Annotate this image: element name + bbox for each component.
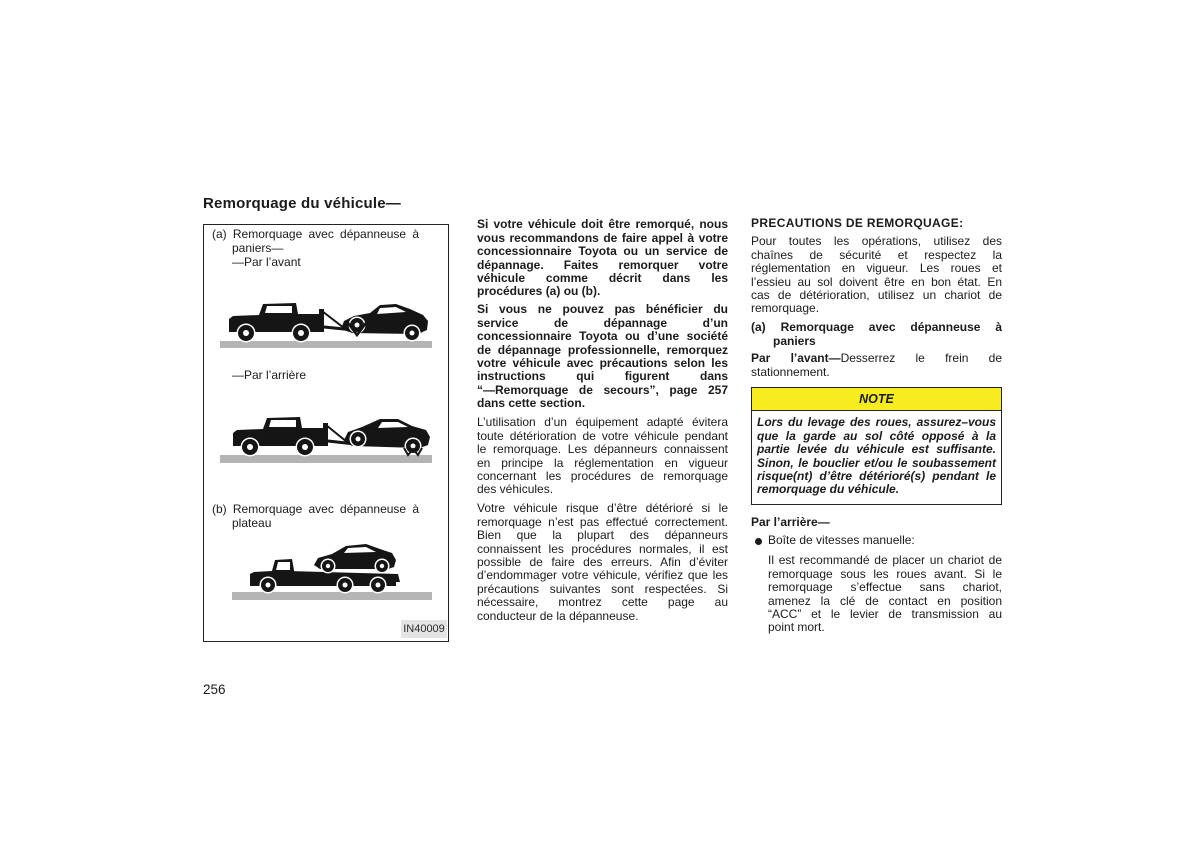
rear-tow-illustration [220,410,432,463]
text-line: Pour toutes les opérations, utilisez des [751,234,1002,249]
towing-figure [203,224,449,642]
text-line: Sinon, le bouclier et/ou le soubassement [757,455,996,470]
text-line: procédures (a) ou (b). [477,284,601,299]
rear-tow-heading: Par l’arrière— [751,515,830,530]
text-line: toute détérioration de votre véhicule pendant [477,428,728,443]
front-tow-illustration [220,296,432,349]
text-line: risque(nt) d’être détérioré(s) pendant le [757,468,996,483]
figure-code: IN40009 [401,620,447,638]
text-line: concernant les procédures de remorquage [477,468,728,483]
text-line: Votre véhicule risque d’être détérioré si le [477,501,728,516]
text-line: point mort. [768,620,825,635]
figure-caption-line: (b) Remorquage avec dépanneuse à [212,502,419,517]
carried-car [314,544,396,574]
text-line: votre véhicule avec précautions selon les [477,355,728,370]
tow-truck [229,303,324,343]
bullet-icon [755,538,762,545]
bullet-item-body [768,554,1002,634]
towed-car [344,419,430,455]
text-line: Lors du levage des roues, assurez–vous [757,415,996,430]
text-line: le remorquage. Les dépanneurs connaissent [477,442,728,457]
text-line: des véhicules. [477,482,554,497]
text-line: paniers [773,333,816,348]
text-line: véhicule comme décrit dans les [477,270,728,285]
text-line: remorquage n’est pas effectué correctement. [477,514,728,529]
text-line: Il est recommandé de placer un chariot de [768,553,1002,568]
text-line: en principe la réglementation en vigueur [477,455,728,470]
text-line: amenez la clé de contact en position [768,593,1002,608]
road [220,341,432,348]
text-line: remorquage du véhicule. [757,482,900,497]
text-line: nécessaire, montrez cette page au [477,595,728,610]
text-line: possible de faire des erreurs. Afin d’éviter [477,554,728,569]
page-number: 256 [203,682,226,697]
text-line: chaînes de sécurité et respectez la [751,247,1002,262]
paragraph-recommendation [477,218,728,298]
figure-caption-line: (a) Remorquage avec dépanneuse à [212,227,419,242]
text-line: Si votre véhicule doit être remorqué, nous [477,217,728,232]
precautions-heading: PRECAUTIONS DE REMORQUAGE: [751,216,964,231]
text-line: précautions suivantes sont respectées. Si [477,581,728,596]
text-line: (a) Remorquage avec dépanneuse à [751,320,1002,335]
text-line: instructions qui figurent dans [477,369,728,384]
tow-truck [233,417,328,457]
text-segment: Desserrez le frein de [840,351,1002,366]
text-line: service de dépannage d’un [477,315,728,330]
text-line: dépannage. Faites remorquer votre [477,257,728,272]
text-line: Si vous ne pouvez pas bénéficier du [477,302,728,317]
text-line: dans cette section. [477,396,586,411]
note-body [752,411,1001,497]
text-line: stationnement. [751,364,830,379]
text-line: de dépannage professionnelle, remorquez [477,342,728,357]
figure-a-front-caption: —Par l’avant [232,255,301,270]
text-line: “—Remorquage de secours”, page 257 [477,382,728,397]
text-line: concessionnaire Toyota ou un service de [477,244,728,259]
note-box [751,387,1002,505]
text-line: L’utilisation d’un équipement adapté évitera [477,415,728,430]
paragraph-precautions [751,235,1002,315]
front-tow-label: Par l’avant— [751,351,841,366]
figure-caption-line: plateau [232,515,272,530]
text-line: vous recommandons de faire appel à votre [477,230,728,245]
text-line: réglementation en vigueur. Les roues et [751,261,1002,276]
text-line: remorquage. [751,301,820,316]
text-line: remorquage sous les roues avant. Si le [768,566,1002,581]
note-header: NOTE [752,388,1001,411]
text-line: connaissent les procédures normales, il est [477,541,728,556]
towed-car [341,304,428,342]
bullet-item-label: Boîte de vitesses manuelle: [768,533,915,548]
text-line: partie levée du véhicule est suffisante. [757,442,996,457]
text-line: “ACC” et le levier de transmission au [768,606,1002,621]
figure-a-rear-caption: —Par l’arrière [232,368,307,383]
text-line: Bien que la plupart des dépanneurs [477,528,728,543]
text-line: que la garde au sol côté opposé à la [757,428,996,443]
paragraph-risk [477,502,728,623]
front-tow-instruction [751,352,1002,379]
text-line: d’endommager votre véhicule, vérifiez que les [477,568,728,583]
text-line: conducteur de la dépanneuse. [477,608,639,623]
flatbed-tow-illustration [228,540,432,601]
road [232,592,432,600]
figure-a-heading [212,228,419,255]
text-line [751,352,1002,365]
figure-b-heading [212,503,419,530]
subheading-a [751,321,1002,348]
paragraph-equipment [477,416,728,496]
text-line: l’essieu au sol doivent être en bon état. En [751,274,1002,289]
text-line: remorquage s’effectue sans chariot, [768,580,1002,595]
text-line: concessionnaire Toyota ou d’une société [477,329,728,344]
text-line: cas de détérioration, utilisez un chariot de [751,287,1002,302]
section-title: Remorquage du véhicule— [203,195,401,212]
paragraph-no-service [477,303,728,410]
figure-caption-line: paniers— [232,240,284,255]
